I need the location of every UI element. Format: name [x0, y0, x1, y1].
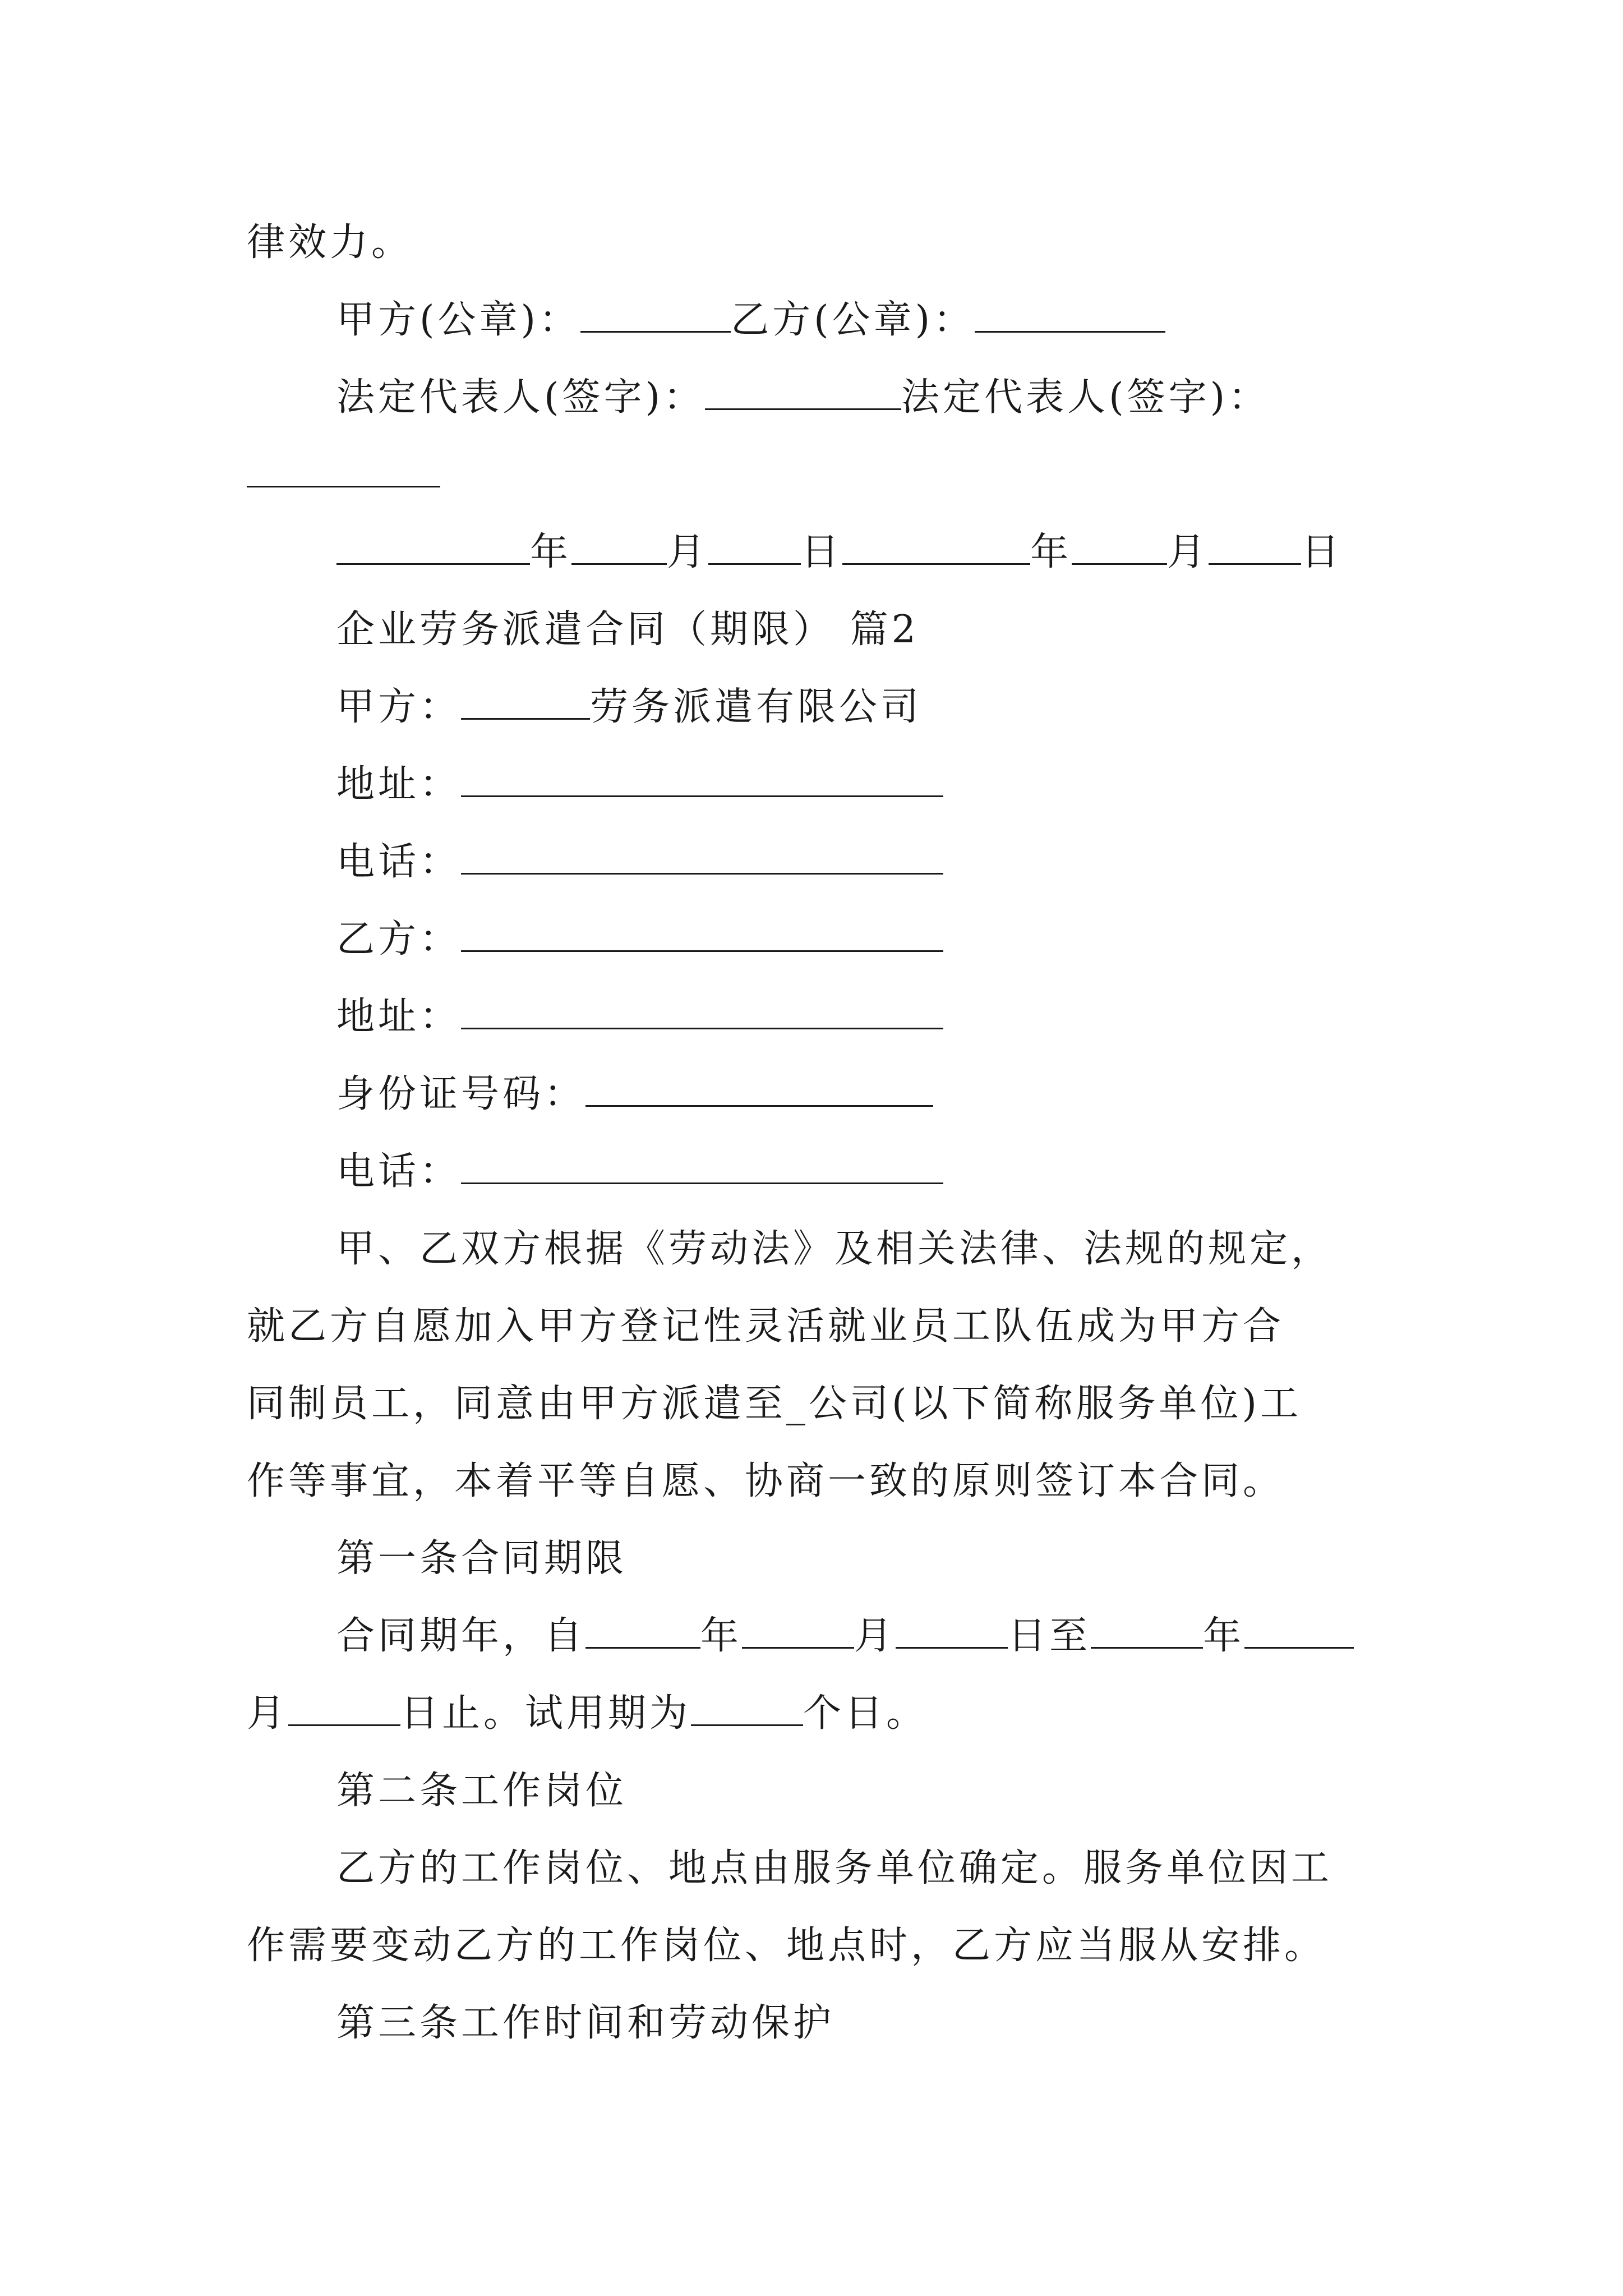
- blank-field: [585, 1070, 933, 1107]
- day-label: 日: [801, 530, 843, 574]
- paragraph-text: 就乙方自愿加入甲方登记性灵活就业员工队伍成为甲方合: [247, 1304, 1285, 1349]
- day-label: 日: [1301, 530, 1343, 574]
- party-a-label: 甲方：: [336, 685, 462, 729]
- party-a-rep-label: 法定代表人(签字)：: [336, 375, 706, 420]
- address-line: [336, 992, 943, 1042]
- article-heading: [336, 1998, 834, 2049]
- blank-field: [742, 1612, 854, 1649]
- blank-field: [336, 528, 530, 565]
- paragraph-line: [247, 1456, 1284, 1507]
- blank-field: [705, 374, 901, 410]
- blank-field: [1091, 1612, 1203, 1649]
- phone-line: [336, 1147, 943, 1197]
- blank-field: [1209, 528, 1301, 565]
- title-text: 企业劳务派遣合同（期限） 篇2: [336, 608, 919, 652]
- term-line: [247, 1688, 928, 1739]
- text-line: [247, 218, 413, 268]
- term-text: 个日。: [803, 1691, 928, 1736]
- paragraph-text: 作等事宜，本着平等自愿、协商一致的原则签订本合同。: [247, 1459, 1285, 1503]
- month-label: 月: [247, 1691, 289, 1736]
- blank-field: [571, 528, 667, 565]
- blank-field: [461, 838, 943, 875]
- seal-line: [336, 295, 1165, 346]
- party-a-seal-label: 甲方(公章)：: [336, 298, 581, 342]
- date-line: [336, 527, 1343, 578]
- party-a-line: [336, 682, 922, 733]
- party-a-company: 劳务派遣有限公司: [590, 685, 923, 729]
- blank-field: [1244, 1612, 1354, 1649]
- article-heading: [336, 1534, 627, 1584]
- party-b-rep-label: 法定代表人(签字)：: [901, 375, 1270, 420]
- blank-field: [461, 1148, 943, 1184]
- month-label: 月: [854, 1614, 896, 1658]
- year-label: 年: [700, 1614, 743, 1658]
- term-line: [336, 1611, 1354, 1662]
- blank-field: [288, 1690, 400, 1726]
- year-label: 年: [1203, 1614, 1245, 1658]
- phone-label: 电话：: [336, 840, 462, 884]
- paragraph-text: 作需要变动乙方的工作岗位、地点时，乙方应当服从安排。: [247, 1924, 1326, 1968]
- blank-field: [691, 1690, 803, 1726]
- blank-field: [1072, 528, 1167, 565]
- blank-field: [585, 1612, 700, 1649]
- rep-blank-line: [247, 450, 440, 500]
- paragraph-line: [247, 1301, 1284, 1352]
- party-b-label: 乙方：: [336, 917, 462, 961]
- paragraph-text: 乙方的工作岗位、地点由服务单位确定。服务单位因工: [336, 1846, 1333, 1890]
- blank-field: [461, 915, 943, 952]
- blank-field: [461, 683, 590, 720]
- paragraph-line: [247, 1921, 1326, 1971]
- term-text: 合同期年，自: [336, 1614, 586, 1658]
- phone-line: [336, 837, 943, 887]
- paragraph-line: [247, 1379, 1302, 1429]
- blank-field: [975, 296, 1165, 333]
- blank-field: [842, 528, 1030, 565]
- blank-field: [461, 993, 943, 1029]
- article-title: 第一条合同期限: [336, 1536, 628, 1581]
- article-heading: [336, 1766, 627, 1816]
- phone-label: 电话：: [336, 1149, 462, 1194]
- paragraph-line: [336, 1224, 1332, 1274]
- paragraph-line: [336, 1843, 1332, 1894]
- address-label: 地址：: [336, 995, 462, 1039]
- month-label: 月: [1167, 530, 1209, 574]
- address-line: [336, 760, 943, 810]
- month-label: 月: [667, 530, 709, 574]
- rep-line: [336, 372, 1270, 423]
- year-label: 年: [1030, 530, 1072, 574]
- address-label: 地址：: [336, 762, 462, 807]
- paragraph-text: 同制员工，同意由甲方派遣至_公司(以下简称服务单位)工: [247, 1382, 1302, 1426]
- party-b-line: [336, 914, 943, 965]
- blank-field: [896, 1612, 1008, 1649]
- blank-field: [580, 296, 731, 333]
- blank-field: [247, 451, 440, 487]
- term-text: 日至: [1008, 1614, 1091, 1658]
- blank-field: [461, 761, 943, 797]
- party-b-seal-label: 乙方(公章)：: [731, 298, 975, 342]
- year-label: 年: [530, 530, 572, 574]
- section-title: [336, 605, 919, 655]
- article-title: 第三条工作时间和劳动保护: [336, 2001, 835, 2045]
- paragraph-text: 甲、乙双方根据《劳动法》及相关法律、法规的规定，: [336, 1227, 1333, 1271]
- line-text: 律效力。: [247, 220, 413, 265]
- id-line: [336, 1069, 933, 1120]
- id-number-label: 身份证号码：: [336, 1072, 586, 1116]
- article-title: 第二条工作岗位: [336, 1769, 628, 1813]
- term-text: 日止。试用期为: [400, 1691, 691, 1736]
- blank-field: [708, 528, 801, 565]
